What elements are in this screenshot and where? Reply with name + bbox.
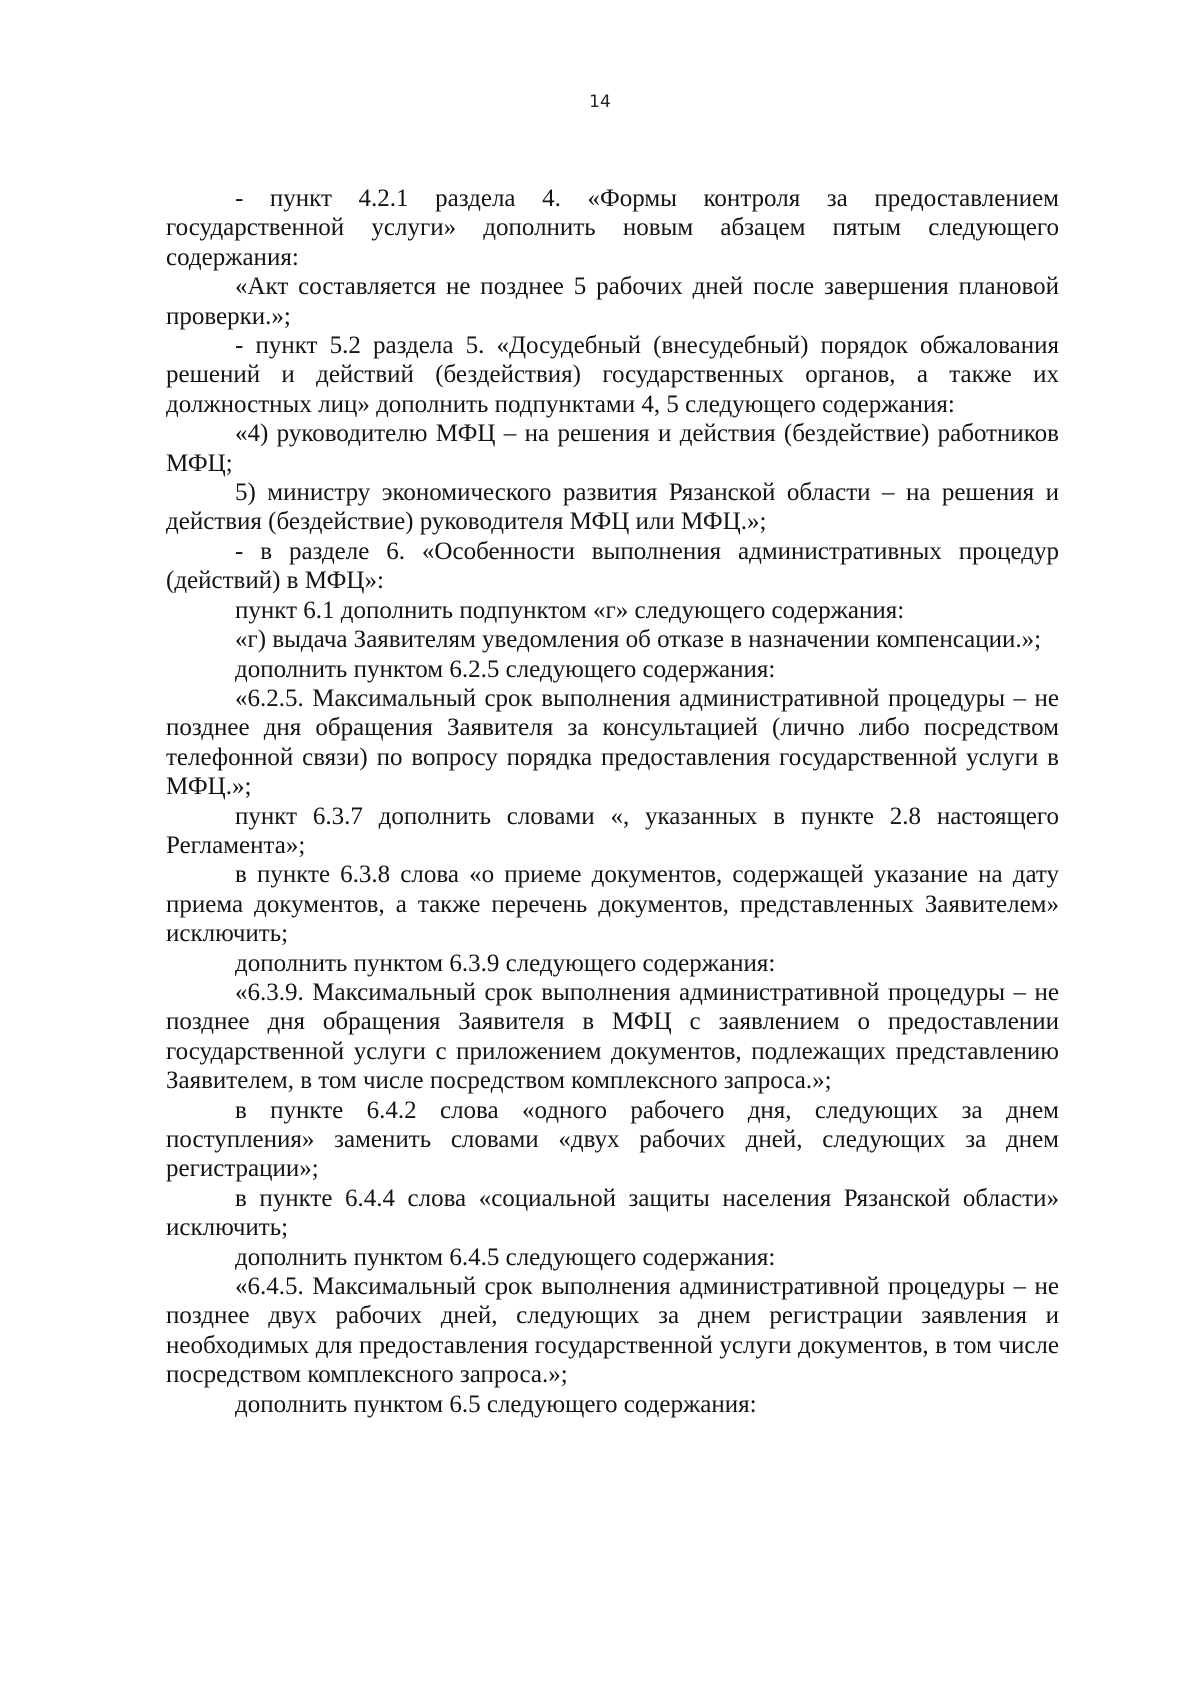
paragraph: «6.2.5. Максимальный срок выполнения административной процедуры – не позднее дня обращения Заявителя за консультацией (лично либо посредством телефонной связи) по вопросу порядка предоставления государственной услуги в МФЦ.»;	[166, 684, 1059, 801]
paragraph: пункт 6.1 дополнить подпунктом «г» следующего содержания:	[235, 596, 905, 624]
paragraph: дополнить пунктом 6.3.9 следующего содержания:	[235, 949, 776, 977]
paragraph: пункт 6.3.7 дополнить словами «, указанных в пункте 2.8 настоящего Регламента»;	[166, 802, 1059, 859]
paragraph: «6.3.9. Максимальный срок выполнения административной процедуры – не позднее дня обращения Заявителя в МФЦ с заявлением о предоставлении государственной услуги с приложением документов, подлежащих представлению Заявителем, в том числе посредством комплексного запроса.»;	[166, 978, 1059, 1095]
paragraph: - пункт 4.2.1 раздела 4. «Формы контроля за предоставлением государственной услуги» дополнить новым абзацем пятым следующего содержания:	[166, 185, 1059, 271]
paragraph: дополнить пунктом 6.2.5 следующего содержания:	[235, 655, 776, 683]
paragraph: - в разделе 6. «Особенности выполнения административных процедур (действий) в МФЦ»:	[166, 537, 1059, 595]
paragraph: в пункте 6.3.8 слова «о приеме документов, содержащей указание на дату приема документов, а также перечень документов, представленных Заявителем» исключить;	[166, 861, 1059, 948]
page-number: 14	[589, 92, 611, 112]
paragraph: - пункт 5.2 раздела 5. «Досудебный (внесудебный) порядок обжалования решений и действий (бездействия) государственных органов, а также их должностных лиц» дополнить подпунктами 4, 5 следующего содержания:	[166, 332, 1059, 418]
paragraph: 5) министру экономического развития Рязанской области – на решения и действия (бездействие) руководителя МФЦ или МФЦ.»;	[166, 479, 1059, 536]
paragraph: дополнить пунктом 6.5 следующего содержания:	[235, 1390, 757, 1418]
paragraph: «4) руководителю МФЦ – на решения и действия (бездействие) работников МФЦ;	[166, 420, 1059, 477]
paragraph: в пункте 6.4.2 слова «одного рабочего дня, следующих за днем поступления» заменить словами «двух рабочих дней, следующих за днем регистрации»;	[166, 1096, 1059, 1183]
document-body	[166, 184, 1059, 1419]
paragraph: «6.4.5. Максимальный срок выполнения административной процедуры – не позднее двух рабочих дней, следующих за днем регистрации заявления и необходимых для предоставления государственной услуги документов, в том числе посредством комплексного запроса.»;	[166, 1273, 1059, 1389]
paragraph: «Акт составляется не позднее 5 рабочих дней после завершения плановой проверки.»;	[166, 273, 1059, 330]
paragraph: дополнить пунктом 6.4.5 следующего содержания:	[235, 1243, 776, 1271]
paragraph: «г) выдача Заявителям уведомления об отказе в назначении компенсации.»;	[235, 626, 1042, 654]
paragraph: в пункте 6.4.4 слова «социальной защиты населения Рязанской области» исключить;	[166, 1184, 1059, 1242]
